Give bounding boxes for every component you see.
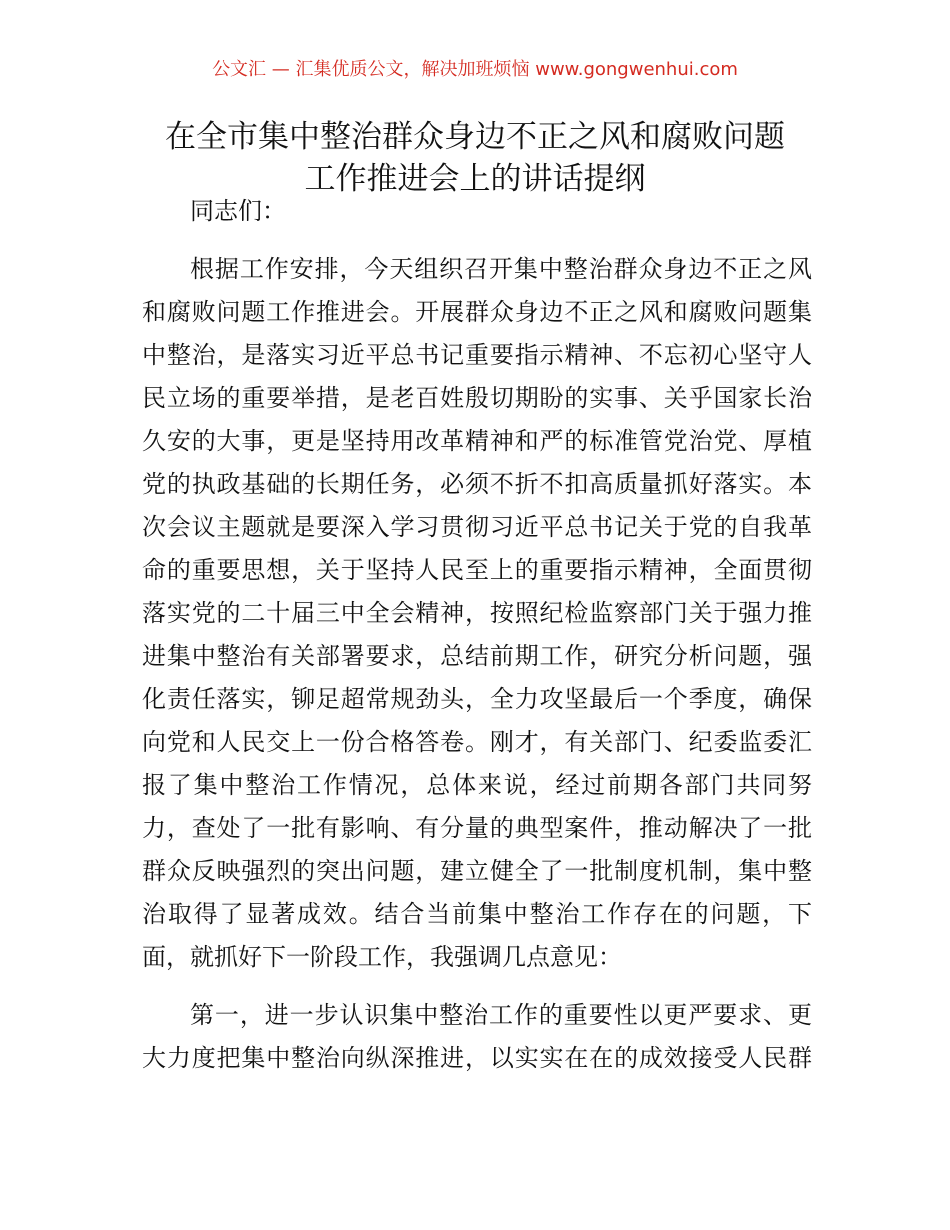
paragraph-1 [142,248,812,979]
paragraph-line: 报了集中整治工作情况，总体来说，经过前期各部门共同努 [142,771,812,799]
paragraph-line: 党的执政基础的长期任务，必须不折不扣高质量抓好落实。本 [142,470,812,498]
paragraph-line: 命的重要思想，关于坚持人民至上的重要指示精神，全面贯彻 [142,556,812,584]
title-line-2: 工作推进会上的讲话提纲 [304,161,646,197]
paragraph-2 [142,994,812,1080]
paragraph-line: 根据工作安排，今天组织召开集中整治群众身边不正之风 [190,255,812,283]
paragraph-line: 进集中整治有关部署要求，总结前期工作，研究分析问题，强 [142,642,812,670]
paragraph-line: 群众反映强烈的突出问题，建立健全了一批制度机制，集中整 [142,857,812,885]
paragraph-line: 次会议主题就是要深入学习贯彻习近平总书记关于党的自我革 [142,513,812,541]
paragraph-line: 落实党的二十届三中全会精神，按照纪检监察部门关于强力推 [142,599,812,627]
paragraph-line: 民立场的重要举措，是老百姓殷切期盼的实事、关乎国家长治 [142,384,812,412]
paragraph-line: 大力度把集中整治向纵深推进，以实实在在的成效接受人民群 [142,1044,812,1072]
title-line-1: 在全市集中整治群众身边不正之风和腐败问题 [165,119,785,155]
paragraph-line: 久安的大事，更是坚持用改革精神和严的标准管党治党、厚植 [142,427,812,455]
paragraph-line: 中整治，是落实习近平总书记重要指示精神、不忘初心坚守人 [142,341,812,369]
paragraph-line: 治取得了显著成效。结合当前集中整治工作存在的问题，下 [142,900,812,928]
paragraph-line: 化责任落实，铆足超常规劲头，全力攻坚最后一个季度，确保 [142,685,812,713]
document-title [0,116,950,200]
paragraph-line: 面，就抓好下一阶段工作，我强调几点意见： [142,943,622,971]
site-banner: 公文汇 — 汇集优质公文，解决加班烦恼 www.gongwenhui.com [212,59,738,80]
paragraph-line: 力，查处了一批有影响、有分量的典型案件，推动解决了一批 [142,814,812,842]
paragraph-line: 第一，进一步认识集中整治工作的重要性以更严要求、更 [190,1001,812,1029]
greeting: 同志们： [190,197,286,225]
document-body [142,190,812,1080]
paragraph-line: 和腐败问题工作推进会。开展群众身边不正之风和腐败问题集 [142,298,812,326]
paragraph-line: 向党和人民交上一份合格答卷。刚才，有关部门、纪委监委汇 [142,728,812,756]
